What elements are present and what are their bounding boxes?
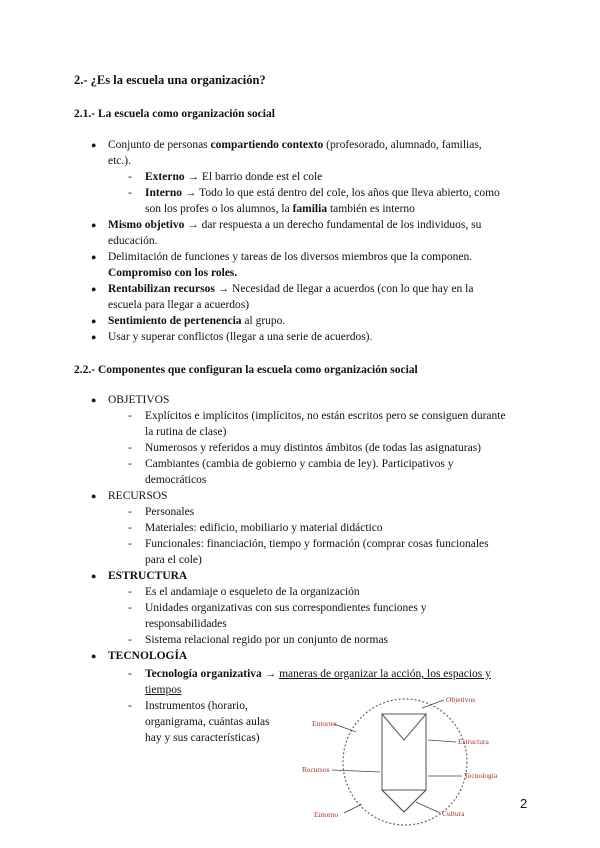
sub-item-continuation: organigrama, cuántas aulas <box>145 716 270 728</box>
sub-item: Personales <box>145 506 195 518</box>
bullet-icon: ● <box>91 332 97 342</box>
dash-icon: - <box>128 602 132 614</box>
list-item: Sentimiento de pertenencia al grupo. <box>108 315 286 327</box>
sub-item: Explícitos e implícitos (implícitos, no están escritos pero se consiguen durante <box>145 410 506 422</box>
component-recursos: RECURSOS <box>108 490 168 502</box>
dash-icon: - <box>128 668 132 680</box>
sub-item-continuation: hay y sus características) <box>145 732 260 744</box>
bullet-icon: ● <box>91 395 97 405</box>
list-item: Conjunto de personas compartiendo contexto (profesorado, alumnado, familias, <box>108 139 482 151</box>
bullet-icon: ● <box>91 491 97 501</box>
dash-icon: - <box>128 506 132 518</box>
page-title: 2.- ¿Es la escuela una organización? <box>74 73 266 87</box>
arrow-cultura <box>416 802 440 813</box>
sub-item-externo: Externo → El barrio donde est el cole <box>145 171 323 183</box>
section-heading-2-2: 2.2.- Componentes que configuran la escuela como organización social <box>74 364 418 376</box>
dash-icon: - <box>128 700 132 712</box>
section-heading-2-1: 2.1.- La escuela como organización social <box>74 108 275 120</box>
pencil-top <box>382 714 426 740</box>
label-objetivos: Objetivos <box>446 695 476 704</box>
arrow-recursos <box>332 770 380 772</box>
label-entorno-top: Entorno <box>312 719 337 728</box>
sub-item: Tecnología organizativa → maneras de organizar la acción, los espacios y <box>145 668 491 680</box>
page-number: 2 <box>520 796 528 811</box>
sub-item-interno: Interno → Todo lo que está dentro del cole, los años que lleva abierto, como <box>145 187 500 199</box>
sub-item-continuation: democráticos <box>145 474 207 486</box>
component-estructura: ESTRUCTURA <box>108 570 188 582</box>
arrow-objetivos <box>422 700 444 708</box>
list-item-continuation: Compromiso con los roles. <box>108 267 238 279</box>
arrow-entorno-top <box>334 724 356 732</box>
sub-item-continuation: responsabilidades <box>145 618 227 630</box>
organization-diagram <box>290 688 520 828</box>
sub-item-continuation: para el cole) <box>145 554 202 566</box>
arrow-estructura <box>428 740 456 742</box>
sub-item-continuation: son los profes o los alumnos, la familia también es interno <box>145 203 415 215</box>
list-item: Usar y superar conflictos (llegar a una serie de acuerdos). <box>108 331 373 343</box>
sub-item: Cambiantes (cambia de gobierno y cambia de ley). Participativos y <box>145 458 454 470</box>
label-recursos: Recursos <box>302 765 330 774</box>
bullet-icon: ● <box>91 571 97 581</box>
environment-ellipse <box>343 699 467 825</box>
sub-item: Funcionales: financiación, tiempo y formación (comprar cosas funcionales <box>145 538 489 550</box>
dash-icon: - <box>128 458 132 470</box>
component-objetivos: OBJETIVOS <box>108 394 170 406</box>
label-estructura: Estructura <box>458 737 489 746</box>
dash-icon: - <box>128 410 132 422</box>
dash-icon: - <box>128 522 132 534</box>
label-cultura: Cultura <box>442 809 465 818</box>
dash-icon: - <box>128 171 132 183</box>
bullet-icon: ● <box>91 284 97 294</box>
arrow-entorno-bottom <box>344 804 362 813</box>
sub-item: Es el andamiaje o esqueleto de la organización <box>145 586 360 598</box>
list-item: Delimitación de funciones y tareas de los diversos miembros que la componen. <box>108 251 473 263</box>
sub-item: Unidades organizativas con sus correspondientes funciones y <box>145 602 427 614</box>
list-item: Mismo objetivo → dar respuesta a un derecho fundamental de los individuos, su <box>108 219 482 231</box>
sub-item-continuation: tiempos <box>145 684 182 696</box>
list-item: Rentabilizan recursos → Necesidad de llegar a acuerdos (con lo que hay en la <box>108 283 474 295</box>
bullet-icon: ● <box>91 220 97 230</box>
bullet-icon: ● <box>91 252 97 262</box>
pencil-tip <box>382 790 426 812</box>
dash-icon: - <box>128 538 132 550</box>
dash-icon: - <box>128 187 132 199</box>
sub-item: Sistema relacional regido por un conjunto de normas <box>145 634 389 646</box>
list-item-continuation: etc.). <box>108 155 131 167</box>
list-item-continuation: educación. <box>108 235 158 247</box>
component-tecnologia: TECNOLOGÍA <box>108 650 188 662</box>
bullet-icon: ● <box>91 140 97 150</box>
sub-item-continuation: la rutina de clase) <box>145 426 227 438</box>
sub-item: Instrumentos (horario, <box>145 700 248 712</box>
bullet-icon: ● <box>91 316 97 326</box>
dash-icon: - <box>128 442 132 454</box>
sub-item: Numerosos y referidos a muy distintos ámbitos (de todas las asignaturas) <box>145 442 481 454</box>
dash-icon: - <box>128 634 132 646</box>
label-tecnologia: Tecnología <box>464 771 498 780</box>
list-item-continuation: escuela para llegar a acuerdos) <box>108 299 250 311</box>
dash-icon: - <box>128 586 132 598</box>
bullet-icon: ● <box>91 651 97 661</box>
sub-item: Materiales: edificio, mobiliario y material didáctico <box>145 522 383 534</box>
label-entorno-bottom: Entorno <box>314 810 339 819</box>
